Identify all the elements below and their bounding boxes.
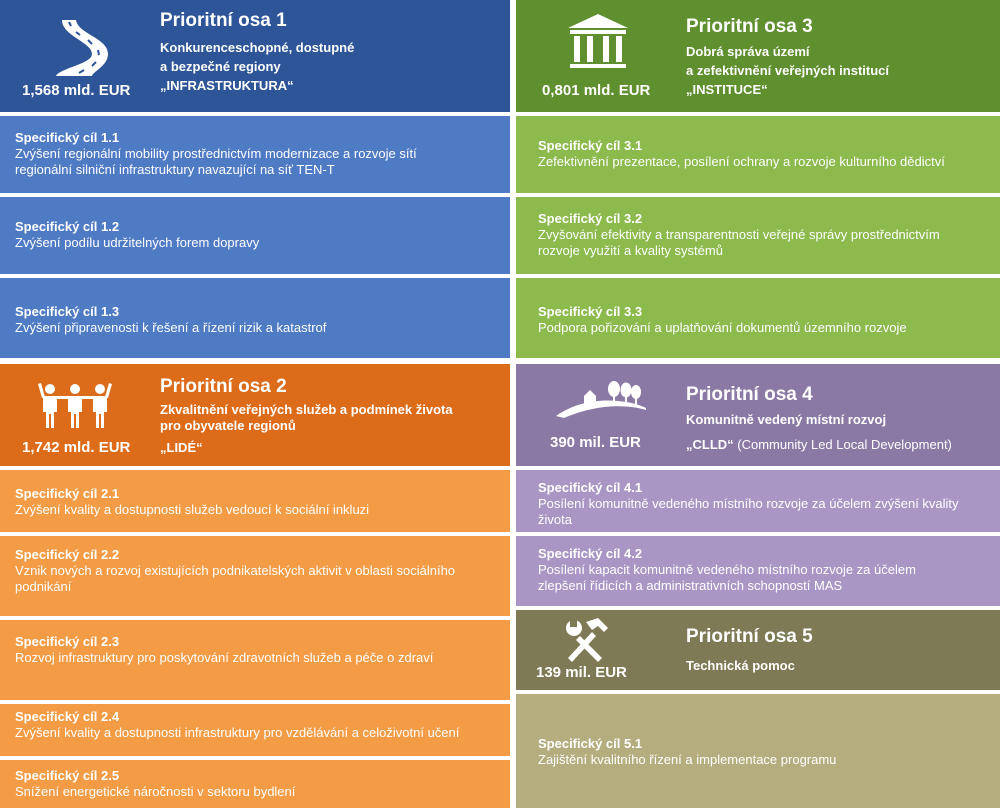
institution-icon [568, 14, 628, 77]
objective-1-1: Specifický cíl 1.1 Zvýšení regionální mobility prostřednictvím modernizace a rozvoje sítí regionální silniční infrastruktury navazující na síť TEN-T [0, 116, 510, 193]
axis-2-subtitle: Zkvalitnění veřejných služeb a podmínek života pro obyvatele regionů „LIDÉ“ [160, 402, 453, 455]
objective-2-5: Specifický cíl 2.5 Snížení energetické náročnosti v sektoru bydlení [0, 760, 510, 808]
axis-1-header [0, 0, 510, 112]
landscape-icon [556, 380, 646, 431]
road-icon [52, 20, 114, 81]
objective-1-3: Specifický cíl 1.3 Zvýšení připravenosti k řešení a řízení rizik a katastrof [0, 278, 510, 358]
axis-4-title: Prioritní osa 4 [686, 384, 813, 405]
objective-2-3: Specifický cíl 2.3 Rozvoj infrastruktury pro poskytování zdravotních služeb a péče o zdraví [0, 620, 510, 700]
objective-5-1: Specifický cíl 5.1 Zajištění kvalitního řízení a implementace programu [516, 694, 1000, 808]
objective-3-1: Specifický cíl 3.1 Zefektivnění prezentace, posílení ochrany a rozvoje kulturního dědictví [516, 116, 1000, 193]
axis-5-title: Prioritní osa 5 [686, 626, 813, 647]
axis-3-amount: 0,801 mld. EUR [542, 82, 651, 99]
axis-5-header [516, 610, 1000, 690]
objective-3-3: Specifický cíl 3.3 Podpora pořizování a uplatňování dokumentů územního rozvoje [516, 278, 1000, 358]
axis-4-header [516, 364, 1000, 466]
objective-2-2: Specifický cíl 2.2 Vznik nových a rozvoj existujících podnikatelských aktivit v oblasti sociálního podnikání [0, 536, 510, 616]
objective-3-2: Specifický cíl 3.2 Zvyšování efektivity a transparentnosti veřejné správy prostřednictvím rozvoje využití a kvality systémů [516, 197, 1000, 274]
objective-2-1: Specifický cíl 2.1 Zvýšení kvality a dostupnosti služeb vedoucí k sociální inkluzi [0, 470, 510, 532]
axis-5-amount: 139 mil. EUR [536, 664, 627, 681]
tools-icon [564, 618, 610, 667]
people-icon [38, 382, 112, 435]
axis-2-amount: 1,742 mld. EUR [22, 439, 131, 456]
axis-2-title: Prioritní osa 2 [160, 376, 287, 397]
axis-5-subtitle: Technická pomoc [686, 658, 795, 673]
axis-1-subtitle: Konkurenceschopné, dostupné a bezpečné regiony „INFRASTRUKTURA“ [160, 40, 355, 93]
axis-3-subtitle: Dobrá správa území a zefektivnění veřejných institucí „INSTITUCE“ [686, 44, 890, 97]
axis-4-amount: 390 mil. EUR [550, 434, 641, 451]
objective-4-1: Specifický cíl 4.1 Posílení komunitně vedeného místního rozvoje za účelem zvýšení kvality života [516, 470, 1000, 532]
axis-3-title: Prioritní osa 3 [686, 16, 813, 37]
axis-4-subtitle: Komunitně vedený místní rozvoj „CLLD“ (Community Led Local Development) [686, 412, 952, 452]
axis-1-title: Prioritní osa 1 [160, 10, 287, 31]
objective-2-4: Specifický cíl 2.4 Zvýšení kvality a dostupnosti infrastruktury pro vzdělávání a celoživotní učení [0, 704, 510, 756]
objective-1-2: Specifický cíl 1.2 Zvýšení podílu udržitelných forem dopravy [0, 197, 510, 274]
objective-4-2: Specifický cíl 4.2 Posílení kapacit komunitně vedeného místního rozvoje za účelem zlepšení řídicích a administrativních schopností MAS [516, 536, 1000, 606]
axis-3-header [516, 0, 1000, 112]
axis-2-header [0, 364, 510, 466]
axis-1-amount: 1,568 mld. EUR [22, 82, 131, 99]
